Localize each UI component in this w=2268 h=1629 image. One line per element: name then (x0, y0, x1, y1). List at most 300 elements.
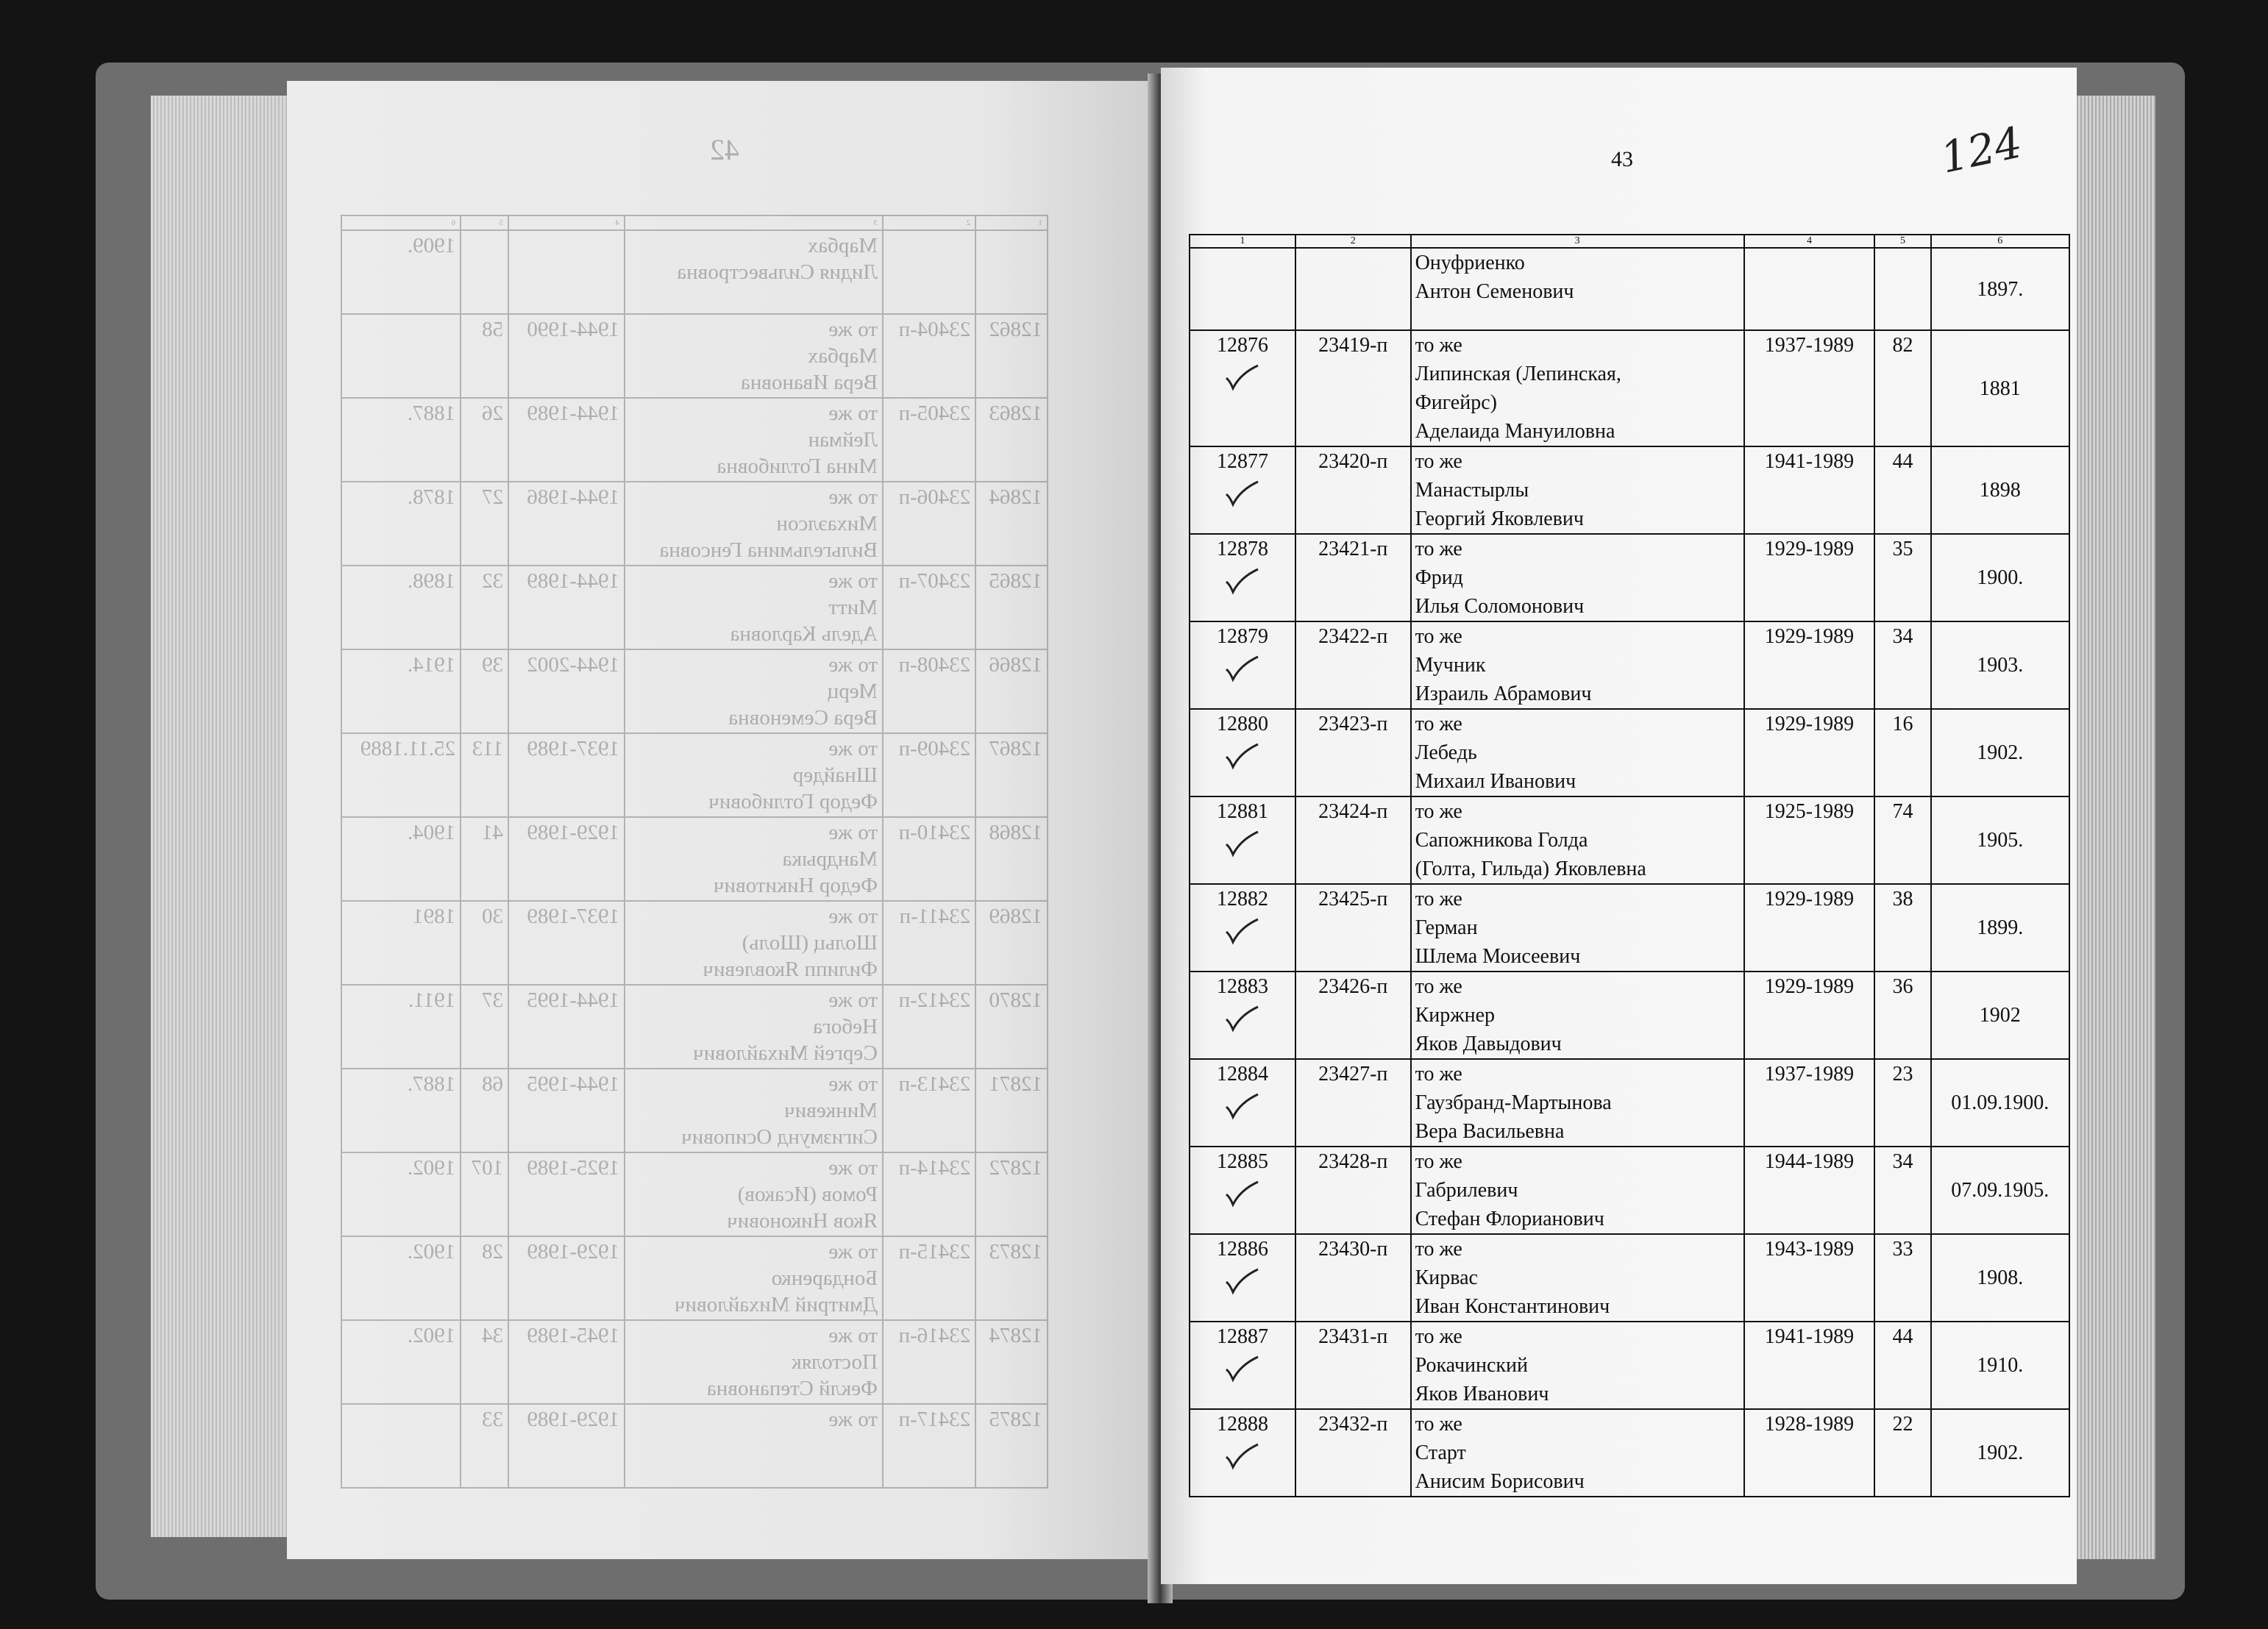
ghost-birth-date: 1904. (341, 817, 461, 901)
page-number: 43 (1611, 147, 1633, 171)
sheet-count: 22 (1874, 1409, 1930, 1497)
note-line: Онуфриенко (1415, 252, 1525, 274)
record-number (1190, 1409, 1295, 1497)
name-line: Дмитрий Михайлович (674, 1293, 878, 1316)
checkmark-icon (1224, 1180, 1259, 1208)
birth-date: 1902. (1931, 709, 2069, 796)
name-line: Ромов (Исаков) (737, 1183, 878, 1206)
archive-number (1295, 248, 1411, 330)
ghost-birth-date: 1878. (341, 482, 461, 566)
ghost-archive-number: 23416-п (883, 1320, 975, 1404)
name-line: Фрид (1415, 566, 1463, 589)
ghost-birth-date (341, 314, 461, 398)
person-cell (625, 398, 883, 482)
sheet-count: 74 (1874, 796, 1930, 884)
ghost-row (341, 649, 1048, 733)
sheet-count: 36 (1874, 972, 1930, 1059)
table-row (1190, 534, 2069, 621)
name-line: Антон Семенович (1415, 280, 1574, 303)
archive-number: 23428-п (1295, 1147, 1411, 1234)
name-line: Мандрыка (782, 847, 878, 871)
ghost-years-range: 1944-1995 (508, 1069, 625, 1152)
birth-date: 1905. (1931, 796, 2069, 884)
ghost-record-number: 12863 (975, 398, 1048, 482)
name-line: Киржнер (1415, 1004, 1495, 1027)
years-range: 1944-1989 (1744, 1147, 1875, 1234)
ghost-years-range: 1944-2002 (508, 649, 625, 733)
person-cell (625, 901, 883, 985)
note-line: то же (1415, 800, 1462, 823)
name-line: Шнайдер (792, 763, 878, 787)
record-number (1190, 330, 1295, 446)
name-line: (Голта, Гильда) Яковлевна (1415, 858, 1646, 880)
name-line: Вильгельмина Генсовна (659, 538, 878, 562)
checkmark-icon (1224, 655, 1259, 682)
person-cell (1411, 972, 1744, 1059)
checkmark-icon (1224, 480, 1259, 507)
sheet-count: 34 (1874, 1147, 1930, 1234)
table-row (1190, 709, 2069, 796)
ghost-record-number: 12868 (975, 817, 1048, 901)
record-number (1190, 248, 1295, 330)
person-cell (1411, 446, 1744, 534)
note-line: то же (1415, 888, 1462, 910)
table-row (1190, 884, 2069, 972)
person-cell (625, 649, 883, 733)
record-number (1190, 1322, 1295, 1409)
sheet-count: 16 (1874, 709, 1930, 796)
record-number (1190, 884, 1295, 972)
name-line: Фигейрс) (1415, 391, 1497, 414)
ghost-record-number: 12865 (975, 566, 1048, 649)
ghost-years-range: 1937-1989 (508, 733, 625, 817)
name-line: Стефан Флорианович (1415, 1208, 1604, 1230)
archive-number: 23432-п (1295, 1409, 1411, 1497)
sheet-count: 23 (1874, 1059, 1930, 1147)
name-line: Мина Готлибовна (717, 455, 878, 478)
table-row (1190, 1059, 2069, 1147)
ghost-birth-date: 1902. (341, 1320, 461, 1404)
person-cell (1411, 1409, 1744, 1497)
ghost-sheet-count: 113 (461, 733, 508, 817)
name-line: Федор Готлибович (708, 790, 878, 813)
ghost-birth-date: 1914. (341, 649, 461, 733)
name-line: Кирвас (1415, 1266, 1478, 1289)
header-cell: 4 (1744, 235, 1875, 248)
register-table (1189, 234, 2070, 1497)
ghost-record-number: 12874 (975, 1320, 1048, 1404)
note-line: то же (1415, 1325, 1462, 1348)
handwritten-folio-number: 124 (1936, 117, 2027, 183)
ghost-sheet-count: 68 (461, 1069, 508, 1152)
name-line: Рокачинский (1415, 1354, 1528, 1377)
years-range: 1929-1989 (1744, 709, 1875, 796)
person-cell (625, 230, 883, 314)
name-line: Герман (1415, 916, 1478, 939)
ghost-archive-number: 23408-п (883, 649, 975, 733)
name-line: Небога (813, 1015, 878, 1038)
note-line: то же (1415, 450, 1462, 473)
note-line: то же (1415, 1150, 1462, 1173)
ghost-years-range: 1944-1995 (508, 985, 625, 1069)
ghost-archive-number: 23412-п (883, 985, 975, 1069)
note-line: то же (828, 653, 878, 677)
ghost-years-range: 1929-1989 (508, 817, 625, 901)
birth-date: 07.09.1905. (1931, 1147, 2069, 1234)
name-line: Лидия Сильвестровна (677, 260, 878, 284)
note-line: то же (1415, 1238, 1462, 1261)
ghost-years-range (508, 230, 625, 314)
record-number-text: 12882 (1216, 888, 1268, 910)
table-row (1190, 1234, 2069, 1322)
table-row (1190, 1409, 2069, 1497)
note-line: то же (1415, 975, 1462, 998)
birth-date: 1902. (1931, 1409, 2069, 1497)
years-range: 1929-1989 (1744, 534, 1875, 621)
ghost-archive-number: 23410-п (883, 817, 975, 901)
name-line: Лебедь (1415, 741, 1477, 764)
header-cell: 2 (1295, 235, 1411, 248)
ghost-sheet-count: 41 (461, 817, 508, 901)
record-number-text: 12883 (1216, 975, 1268, 998)
ghost-archive-number: 23406-п (883, 482, 975, 566)
name-line: Георгий Яковлевич (1415, 507, 1584, 530)
ghost-sheet-count: 28 (461, 1236, 508, 1320)
ghost-record-number: 12870 (975, 985, 1048, 1069)
years-range (1744, 248, 1875, 330)
header-cell: 6 (1931, 235, 2069, 248)
person-cell (1411, 534, 1744, 621)
note-line: то же (1415, 1413, 1462, 1436)
header-cell: 3 (1411, 235, 1744, 248)
table-row (1190, 330, 2069, 446)
birth-date: 1898 (1931, 446, 2069, 534)
header-cell: 1 (1190, 235, 1295, 248)
birth-date: 1881 (1931, 330, 2069, 446)
name-line: Филипп Яковлевич (703, 958, 878, 981)
ghost-sheet-count: 34 (461, 1320, 508, 1404)
checkmark-icon (1224, 917, 1259, 945)
table-row (1190, 248, 2069, 330)
ghost-row (341, 398, 1048, 482)
name-line: Федор Никитович (713, 874, 878, 897)
ghost-years-range: 1944-1990 (508, 314, 625, 398)
ghost-birth-date: 1898. (341, 566, 461, 649)
name-line: то же (828, 1408, 878, 1431)
note-line: то же (1415, 538, 1462, 560)
birth-date: 1902 (1931, 972, 2069, 1059)
years-range: 1941-1989 (1744, 446, 1875, 534)
record-number-text: 12879 (1216, 625, 1268, 648)
ghost-sheet-count: 107 (461, 1152, 508, 1236)
person-cell (1411, 1059, 1744, 1147)
table-row (1190, 621, 2069, 709)
ghost-birth-date: 1887. (341, 398, 461, 482)
archive-number: 23423-п (1295, 709, 1411, 796)
note-line: то же (828, 1240, 878, 1263)
name-line: Израиль Абрамович (1415, 682, 1592, 705)
sheet-count: 34 (1874, 621, 1930, 709)
ghost-years-range: 1944-1986 (508, 482, 625, 566)
ghost-sheet-count: 39 (461, 649, 508, 733)
name-line: Лейман (808, 428, 878, 452)
ghost-years-range: 1944-1989 (508, 566, 625, 649)
ghost-record-number: 12873 (975, 1236, 1048, 1320)
ghost-record-number: 12872 (975, 1152, 1048, 1236)
record-number (1190, 446, 1295, 534)
years-range: 1937-1989 (1744, 330, 1875, 446)
name-line: Яков Никонович (727, 1209, 878, 1233)
record-number (1190, 972, 1295, 1059)
note-line: то же (828, 1156, 878, 1180)
name-line: Старт (1415, 1441, 1466, 1464)
checkmark-icon (1224, 1092, 1259, 1120)
archive-number: 23422-п (1295, 621, 1411, 709)
archive-number: 23425-п (1295, 884, 1411, 972)
header-row (1190, 235, 2069, 248)
ghost-row (341, 1320, 1048, 1404)
ghost-sheet-count: 32 (461, 566, 508, 649)
sheet-count: 38 (1874, 884, 1930, 972)
years-range: 1929-1989 (1744, 621, 1875, 709)
name-line: Мучник (1415, 654, 1486, 677)
record-number (1190, 796, 1295, 884)
table-row (1190, 446, 2069, 534)
table-row (1190, 796, 2069, 884)
table-row (1190, 1147, 2069, 1234)
archive-number: 23430-п (1295, 1234, 1411, 1322)
name-line: Манастырлы (1415, 479, 1529, 502)
ghost-archive-number: 23407-п (883, 566, 975, 649)
person-cell (1411, 330, 1744, 446)
name-line: Анисим Борисович (1415, 1470, 1585, 1493)
record-number (1190, 709, 1295, 796)
person-cell (625, 985, 883, 1069)
name-line: Габрилевич (1415, 1179, 1518, 1202)
ghost-row (341, 1236, 1048, 1320)
note-line: то же (1415, 334, 1462, 357)
checkmark-icon (1224, 363, 1259, 391)
ghost-row (341, 314, 1048, 398)
ghost-archive-number: 23409-п (883, 733, 975, 817)
note-line: то же (828, 402, 878, 425)
ghost-years-range: 1929-1989 (508, 1236, 625, 1320)
person-cell (1411, 248, 1744, 330)
archive-number: 23424-п (1295, 796, 1411, 884)
table-row (1190, 972, 2069, 1059)
header-cell: 5 (1874, 235, 1930, 248)
person-cell (625, 566, 883, 649)
record-number (1190, 1147, 1295, 1234)
ghost-row (341, 1069, 1048, 1152)
record-number-text: 12876 (1216, 334, 1268, 357)
name-line: Митт (828, 596, 878, 619)
name-line: Вера Ивановна (740, 371, 878, 394)
years-range: 1943-1989 (1744, 1234, 1875, 1322)
name-line: Сигизмунд Осипович (681, 1125, 878, 1149)
name-line: Мерц (827, 680, 878, 703)
name-line: Михаил Иванович (1415, 770, 1576, 793)
name-line: Яков Иванович (1415, 1383, 1549, 1405)
ghost-archive-number: 23405-п (883, 398, 975, 482)
archive-number: 23421-п (1295, 534, 1411, 621)
name-line: Липинская (Лепинская, (1415, 363, 1621, 385)
note-line: то же (828, 569, 878, 593)
ghost-years-range: 1944-1989 (508, 398, 625, 482)
ghost-birth-date: 1887. (341, 1069, 461, 1152)
ghost-birth-date (341, 1404, 461, 1488)
person-cell (1411, 1147, 1744, 1234)
archive-number: 23420-п (1295, 446, 1411, 534)
ghost-years-range: 1929-1989 (508, 1404, 625, 1488)
ghost-birth-date: 1911. (341, 985, 461, 1069)
record-number-text: 12888 (1216, 1413, 1268, 1436)
name-line: Бондаренко (771, 1266, 878, 1290)
name-line: Иван Константинович (1415, 1295, 1610, 1318)
ghost-sheet-count (461, 230, 508, 314)
name-line: Яков Давыдович (1415, 1033, 1562, 1055)
record-number-text: 12880 (1216, 713, 1268, 735)
ghost-birth-date: 1891 (341, 901, 461, 985)
years-range: 1937-1989 (1744, 1059, 1875, 1147)
ghost-birth-date: 25.11.1889 (341, 733, 461, 817)
person-cell (625, 733, 883, 817)
person-cell (625, 1320, 883, 1404)
ghost-archive-number: 23414-п (883, 1152, 975, 1236)
ghost-sheet-count: 33 (461, 1404, 508, 1488)
record-number-text: 12887 (1216, 1325, 1268, 1348)
page-edges-right (2075, 96, 2155, 1559)
sheet-count: 35 (1874, 534, 1930, 621)
checkmark-icon (1224, 1267, 1259, 1295)
ghost-record-number: 12875 (975, 1404, 1048, 1488)
note-line: то же (828, 1324, 878, 1347)
ghost-sheet-count: 27 (461, 482, 508, 566)
checkmark-icon (1224, 1005, 1259, 1033)
note-line: Марбах (807, 234, 878, 257)
person-cell (1411, 621, 1744, 709)
name-line: Минкевич (784, 1099, 878, 1122)
birth-date: 01.09.1900. (1931, 1059, 2069, 1147)
ghost-row (341, 901, 1048, 985)
note-line: то же (828, 821, 878, 844)
name-line: Шольц (Шоль) (742, 931, 878, 955)
ghost-record-number: 12864 (975, 482, 1048, 566)
ghost-years-range: 1937-1989 (508, 901, 625, 985)
ghost-row (341, 566, 1048, 649)
years-range: 1929-1989 (1744, 972, 1875, 1059)
name-line: Марбах (807, 344, 878, 368)
record-number-text: 12881 (1216, 800, 1268, 823)
ghost-row (341, 733, 1048, 817)
birth-date: 1908. (1931, 1234, 2069, 1322)
ghost-row (341, 985, 1048, 1069)
ghost-archive-number: 23415-п (883, 1236, 975, 1320)
archive-number: 23427-п (1295, 1059, 1411, 1147)
ghost-archive-number: 23404-п (883, 314, 975, 398)
ghost-row (341, 482, 1048, 566)
person-cell (1411, 1234, 1744, 1322)
note-line: то же (828, 318, 878, 341)
note-line: то же (828, 988, 878, 1012)
years-range: 1941-1989 (1744, 1322, 1875, 1409)
ghost-archive-number: 23417-п (883, 1404, 975, 1488)
left-page (287, 81, 1159, 1559)
record-number-text: 12885 (1216, 1150, 1268, 1173)
ghost-row (341, 817, 1048, 901)
archive-number: 23419-п (1295, 330, 1411, 446)
person-cell (625, 314, 883, 398)
name-line: Постоляк (791, 1350, 878, 1374)
ghost-archive-number: 23413-п (883, 1069, 975, 1152)
name-line: Вера Васильевна (1415, 1120, 1565, 1143)
name-line: Шлема Моисеевич (1415, 945, 1581, 968)
ghost-sheet-count: 37 (461, 985, 508, 1069)
ghost-sheet-count: 26 (461, 398, 508, 482)
ghost-sheet-count: 30 (461, 901, 508, 985)
table-row (1190, 1322, 2069, 1409)
name-line: Феклй Степановна (706, 1377, 878, 1400)
ghost-sheet-count: 58 (461, 314, 508, 398)
ghost-record-number: 12871 (975, 1069, 1048, 1152)
record-number (1190, 621, 1295, 709)
checkmark-icon (1224, 1442, 1259, 1470)
name-line: Сергей Михайлович (693, 1041, 878, 1065)
ghost-record-number: 12866 (975, 649, 1048, 733)
person-cell (625, 1236, 883, 1320)
birth-date: 1903. (1931, 621, 2069, 709)
ghost-birth-date: 1902. (341, 1152, 461, 1236)
name-line: Гаузбранд-Мартынова (1415, 1091, 1612, 1114)
record-number-text: 12886 (1216, 1238, 1268, 1261)
ghost-record-number: 12869 (975, 901, 1048, 985)
ghost-page-number: 42 (710, 133, 739, 166)
birth-date: 1899. (1931, 884, 2069, 972)
person-cell (625, 1152, 883, 1236)
note-line: то же (1415, 625, 1462, 648)
person-cell (1411, 709, 1744, 796)
person-cell (625, 1069, 883, 1152)
right-page (1161, 68, 2077, 1584)
name-line: Вера Семеновна (728, 706, 878, 730)
record-number-text: 12878 (1216, 538, 1268, 560)
years-range: 1929-1989 (1744, 884, 1875, 972)
ghost-record-number: 12867 (975, 733, 1048, 817)
record-number (1190, 534, 1295, 621)
ghost-years-range: 1925-1989 (508, 1152, 625, 1236)
ghost-archive-number: 23411-п (883, 901, 975, 985)
years-range: 1928-1989 (1744, 1409, 1875, 1497)
note-line: то же (828, 737, 878, 760)
sheet-count: 44 (1874, 446, 1930, 534)
birth-date: 1897. (1931, 248, 2069, 330)
record-number (1190, 1059, 1295, 1147)
note-line: то же (828, 1072, 878, 1096)
name-line: Михаэлсон (776, 512, 878, 535)
person-cell (625, 1404, 883, 1488)
ghost-record-number (975, 230, 1048, 314)
sheet-count: 44 (1874, 1322, 1930, 1409)
ghost-register-table: 1 2 3 4 5 6 Марбах Лидия Сильвестровна 1909. 12862 23404-п то же Марбах Вера Ивановна 1944-1990 58 12863 23405-п то же Лейман Мина Готлибовна 1944-1989 26 1887. 12864 23406-п то же Михаэлсон Вильгельмина Генсовна 1944-1986 27 1878. 12865 23407-п то же Митт Адель Карловна 1944-1989 32 1898. 12866 23408-п то же Мерц Вера Семеновна 1944-2002 39 1914. 12867 23409-п то же Шнайдер Федор Готлибович 1937-1989 113 25.11.1889 12868 23410-п то же Мандрыка Федор Никитович 1929-1989 41 1904. 12869 23411-п то же Шольц (Шоль) Филипп Яковлевич 1937-1989 30 1891 12870 23412-п то же Небога Сергей Михайлович 1944-1995 37 1911. 12871 23413-п то же Минкевич Сигизмунд Осипович 1944-1995 68 1887. 12872 23414-п то же Ромов (Исаков) Яков Никонович 1925-1989 107 1902. 12873 23415-п то же Бондаренко Дмитрий Михайлович 1929-1989 28 1902. 12874 23416-п то же Постоляк Феклй Степановна 1945-1989 34 1902. 12875 23417-п то же 1929-1989 33 (341, 215, 1048, 1489)
note-line: то же (1415, 713, 1462, 735)
ghost-birth-date: 1902. (341, 1236, 461, 1320)
record-number-text: 12884 (1216, 1063, 1268, 1086)
checkmark-icon (1224, 830, 1259, 858)
note-line: то же (828, 485, 878, 509)
ghost-row (341, 1152, 1048, 1236)
person-cell (625, 817, 883, 901)
page-edges-left (151, 96, 298, 1537)
